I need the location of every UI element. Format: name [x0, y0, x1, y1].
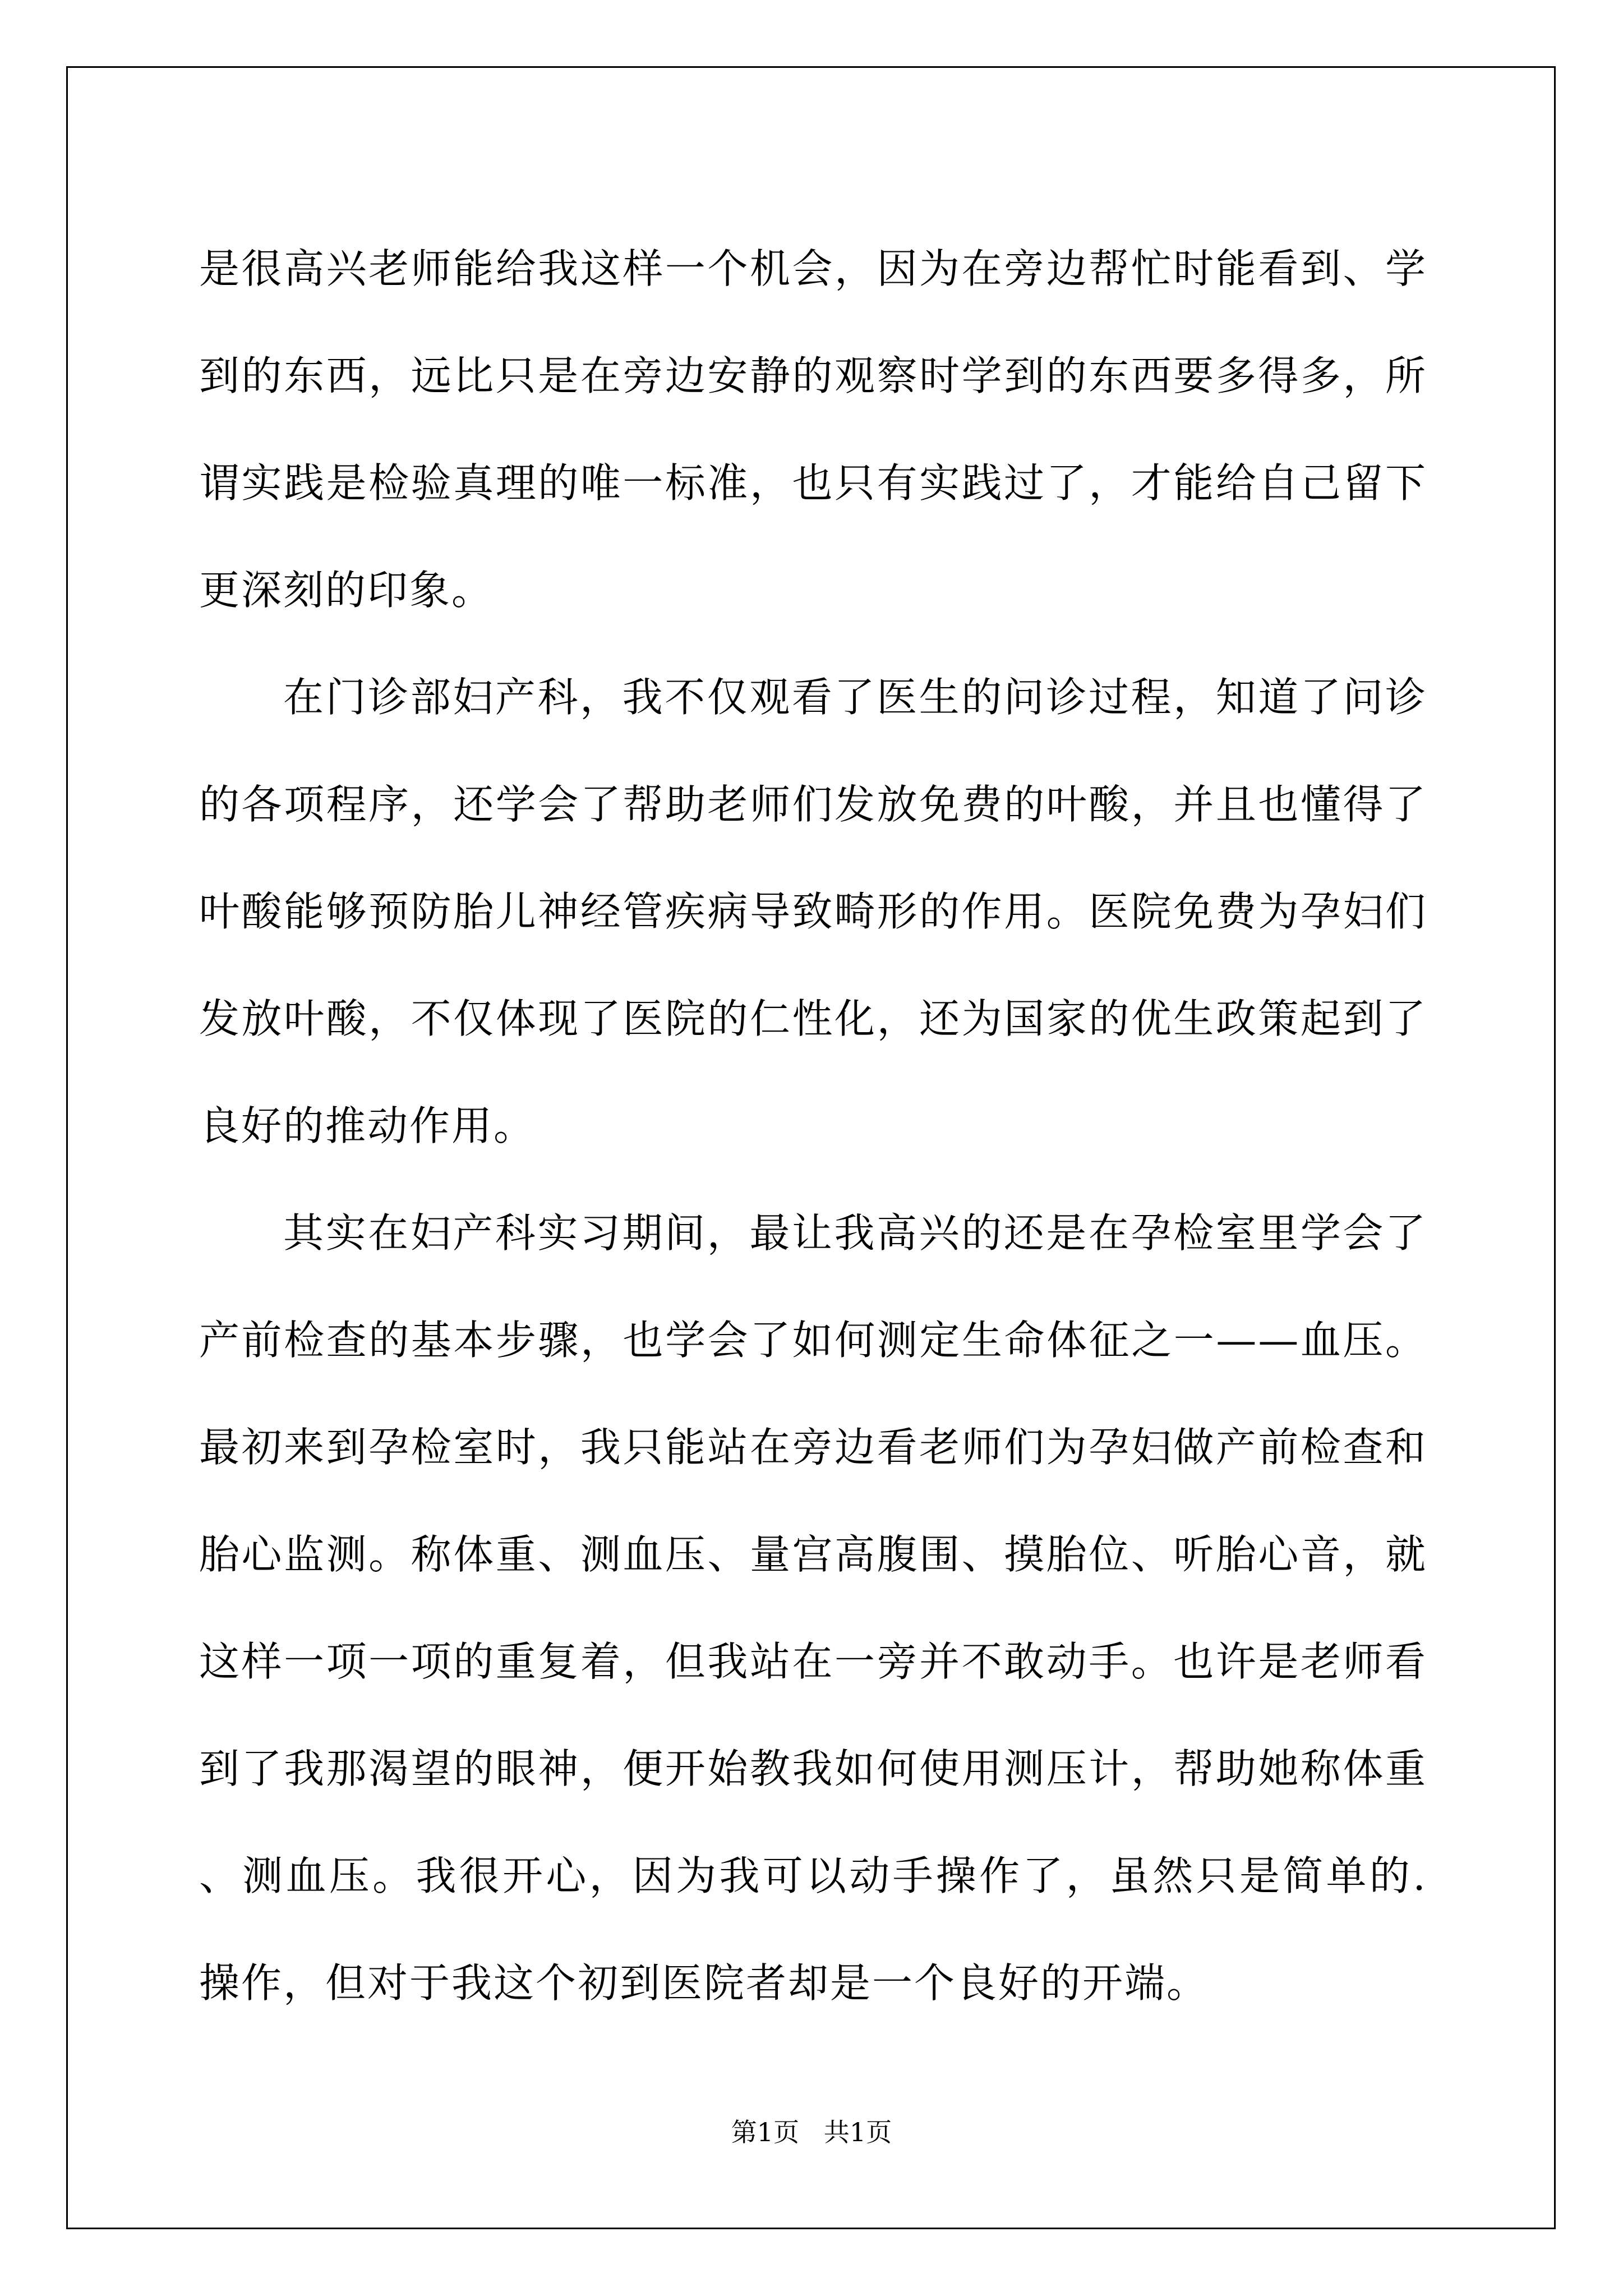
paragraph-3: 其实在妇产科实习期间，最让我高兴的还是在孕检室里学会了产前检查的基本步骤，也学会了如何测定生命体征之一——血压。最初来到孕检室时，我只能站在旁边看老师们为孕妇做产前检查和胎心监测。称体重、测血压、量宫高腹围、摸胎位、听胎心音，就这样一项一项的重复着，但我站在一旁并不敢动手。也许是老师看到了我那渴望的眼神，便开始教我如何使用测压计，帮助她称体重、测血压。我很开心，因为我可以动手操作了，虽然只是简单的.操作，但对于我这个初到医院者却是一个良好的开端。 [199, 1209, 1427, 2007]
paragraph-1: 是很高兴老师能给我这样一个机会，因为在旁边帮忙时能看到、学到的东西，远比只是在旁边安静的观察时学到的东西要多得多，所谓实践是检验真理的唯一标准，也只有实践过了，才能给自己留下更深刻的印象。 [199, 245, 1427, 614]
paragraph-2: 在门诊部妇产科，我不仅观看了医生的问诊过程，知道了问诊的各项程序，还学会了帮助老师们发放免费的叶酸，并且也懂得了叶酸能够预防胎儿神经管疾病导致畸形的作用。医院免费为孕妇们发放叶酸，不仅体现了医院的仁性化，还为国家的优生政策起到了良好的推动作用。 [199, 674, 1427, 1149]
page-footer: 第1页 共1页 [731, 2117, 892, 2147]
document-body [199, 215, 1427, 2037]
